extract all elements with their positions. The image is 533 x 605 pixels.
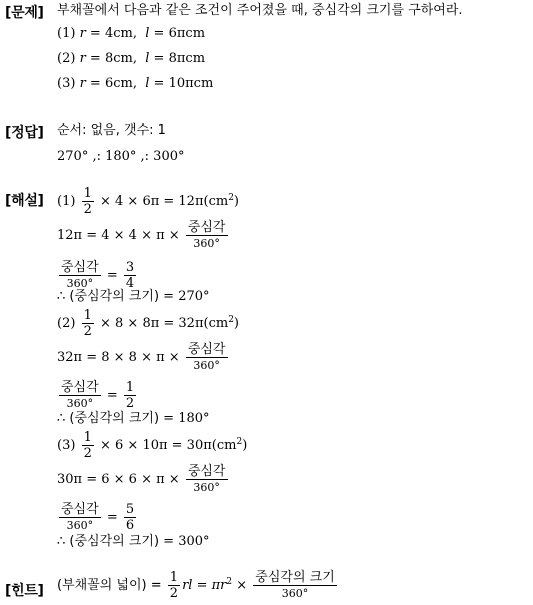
- item-label: (1): [57, 26, 76, 41]
- item-r: 4cm: [104, 26, 133, 41]
- angle-fraction: $\frac{\text{중심각}}{360^\circ}$: [187, 220, 226, 250]
- result-line-3: ∴ (중심각의 크기) = 300°: [57, 534, 210, 549]
- problem-question: 부채꼴에서 다음과 같은 조건이 주어졌을 때, 중심각의 크기를 구하여라.: [57, 3, 463, 18]
- angle-fraction: $\frac{\text{중심각}}{360^\circ}$: [187, 464, 226, 494]
- problem-item-1: (1) r = 4cm, l = 6πcm: [57, 26, 206, 41]
- area-line-2: (2) $\frac{1}{2}$ × $8 \times 8\pi = 32\pi(cm^2)$: [57, 308, 239, 339]
- half-fraction: $\frac{1}{2}$: [83, 308, 92, 339]
- item-label: (2): [57, 51, 76, 66]
- explanation-tag: [해설]: [5, 193, 44, 209]
- item-l: 8πcm: [168, 51, 206, 66]
- answer-meta: 순서: 없음, 갯수: 1: [57, 123, 166, 138]
- ratio-fraction: $\frac{1}{2}$: [125, 380, 135, 411]
- angle-fraction: $\frac{\text{중심각}}{360^\circ}$: [187, 342, 226, 372]
- item-l: 6πcm: [168, 26, 206, 41]
- central-angle-equation-2: 32π = 8 × 8 × π × $\frac{\text{중심각}}{360^\circ}$: [57, 342, 226, 372]
- hint-angle-fraction: $\frac{\text{중심각의 크기}}{360^\circ}$: [255, 570, 335, 600]
- hint-tag: [힌트]: [5, 583, 44, 599]
- angle-fraction: $\frac{\text{중심각}}{360^\circ}$: [61, 260, 99, 290]
- problem-tag: [문제]: [5, 5, 44, 21]
- ratio-fraction: $\frac{3}{4}$: [125, 260, 135, 291]
- half-fraction: $\frac{1}{2}$: [83, 430, 92, 461]
- result-line-1: ∴ (중심각의 크기) = 270°: [57, 289, 210, 304]
- angle-fraction: $\frac{\text{중심각}}{360^\circ}$: [61, 502, 99, 532]
- central-angle-equation-3: 30π = 6 × 6 × π × $\frac{\text{중심각}}{360^\circ}$: [57, 464, 226, 494]
- problem-item-2: (2) r = 8cm, l = 8πcm: [57, 51, 206, 66]
- item-label: (3): [57, 76, 76, 91]
- area-line-1: (1) $\frac{1}{2}$ × $4 \times 6\pi = 12\pi(cm^2)$: [57, 186, 239, 217]
- ratio-fraction: $\frac{5}{6}$: [125, 502, 135, 533]
- answer-values: 270° ,: 180° ,: 300°: [57, 149, 185, 164]
- item-l: 10πcm: [168, 76, 214, 91]
- central-angle-equation-1: 12π = 4 × 4 × π × $\frac{\text{중심각}}{360^\circ}$: [57, 220, 226, 250]
- item-r: 8cm: [104, 51, 133, 66]
- problem-item-3: (3) r = 6cm, l = 10πcm: [57, 76, 214, 91]
- half-fraction: $\frac{1}{2}$: [169, 570, 179, 601]
- ratio-line-3: $\frac{\text{중심각}}{360^\circ}$ = $\frac{5}{6}$: [61, 502, 135, 533]
- angle-fraction: $\frac{\text{중심각}}{360^\circ}$: [61, 380, 99, 410]
- ratio-line-1: $\frac{\text{중심각}}{360^\circ}$ = $\frac{3}{4}$: [61, 260, 135, 291]
- ratio-line-2: $\frac{\text{중심각}}{360^\circ}$ = $\frac{1}{2}$: [61, 380, 135, 411]
- item-r: 6cm: [104, 76, 133, 91]
- area-line-3: (3) $\frac{1}{2}$ × $6 \times 10\pi = 30\pi(cm^2)$: [57, 430, 248, 461]
- hint-formula: (부채꼴의 넓이) = $\frac{1}{2}$ rl = $\pi r^2$ × $\frac{\text{중심각의 크기}}{360^\circ}$: [57, 570, 335, 601]
- result-line-2: ∴ (중심각의 크기) = 180°: [57, 411, 210, 426]
- half-fraction: $\frac{1}{2}$: [83, 186, 92, 217]
- answer-tag: [정답]: [5, 125, 44, 141]
